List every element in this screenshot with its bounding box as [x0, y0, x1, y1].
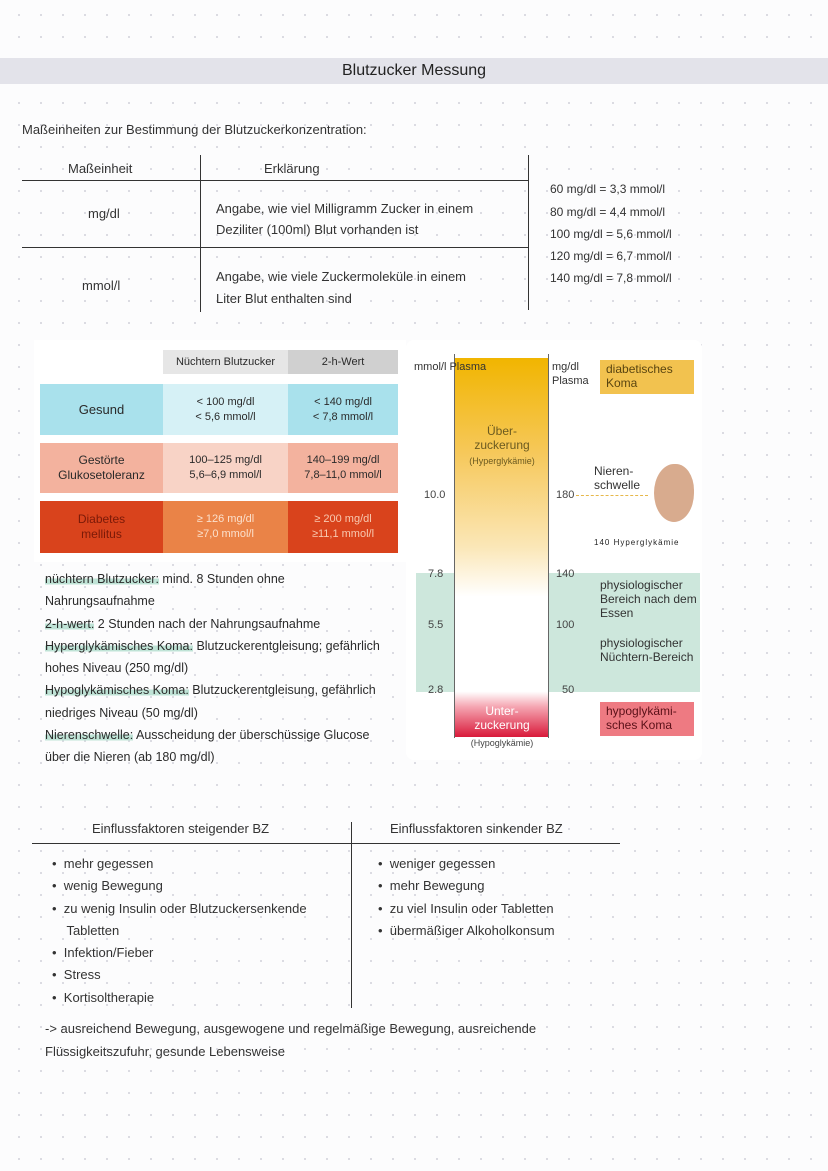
explanation-line: Liter Blut enthalten sind: [216, 291, 352, 306]
post-meal-label: physiologischer Bereich nach dem Essen: [600, 578, 697, 620]
left-unit: mmol/l Plasma: [414, 361, 487, 373]
threshold-line: [576, 495, 648, 496]
row-label: Gesund: [40, 384, 163, 435]
rising-list: • mehr gegessen • wenig Bewegung • zu wenig Insulin oder Blutzuckersenkende Tabletten • Infektion/Fieber • Stress • Kortisoltherapie: [52, 856, 307, 1005]
rising-header: Einflussfaktoren steigender BZ: [92, 821, 270, 836]
cell: 140–199 mg/dl 7,8–11,0 mmol/l: [288, 443, 398, 493]
definitions: [45, 568, 380, 769]
low-sub: (Hypoglykämie): [470, 738, 534, 748]
conversion: 120 mg/dl = 6,7 mmol/l: [550, 249, 672, 263]
conversion: 140 mg/dl = 7,8 mmol/l: [550, 271, 672, 285]
tick-label: 140: [556, 568, 575, 580]
kidney-icon: [654, 464, 694, 522]
high-label: Über-zuckerung: [474, 424, 530, 452]
hypo-coma-label: hypoglykämi-sches Koma: [600, 702, 694, 736]
header-fasting: Nüchtern Blutzucker: [163, 350, 288, 374]
explanation-line: Angabe, wie viel Milligramm Zucker in einem: [216, 201, 474, 216]
explanation-line: Deziliter (100ml) Blut vorhanden ist: [216, 222, 419, 237]
note-line: Hypoglykämisches Koma: Blutzuckerentgleisung, gefährlich: [45, 683, 376, 698]
header-unit: Maßeinheit: [68, 161, 133, 176]
header-explanation: Erklärung: [264, 161, 320, 176]
conclusion-line: -> ausreichend Bewegung, ausgewogene und regelmäßige Bewegung, ausreichende: [45, 1021, 537, 1036]
note-line: Nierenschwelle: Ausscheidung der überschüssige Glucose: [45, 728, 370, 743]
blood-sugar-scale: [406, 340, 702, 760]
cell: ≥ 200 mg/dl ≥11,1 mmol/l: [288, 501, 398, 553]
tick-label: 5.5: [428, 619, 444, 631]
conversion: 100 mg/dl = 5,6 mmol/l: [550, 227, 672, 241]
unit-mmol: mmol/l: [82, 278, 121, 293]
conversion: 60 mg/dl = 3,3 mmol/l: [550, 182, 666, 196]
tick-label: 180: [556, 489, 575, 501]
note-line: niedriges Niveau (50 mg/dl): [45, 705, 198, 720]
note-line: hohes Niveau (250 mg/dl): [45, 661, 189, 676]
diabetic-coma-label: diabetisches Koma: [600, 360, 694, 394]
tick-label: 2.8: [428, 684, 444, 696]
note-line: über die Nieren (ab 180 mg/dl): [45, 750, 215, 765]
note-line: nüchtern Blutzucker: mind. 8 Stunden ohne: [45, 572, 285, 586]
cell: ≥ 126 mg/dl ≥7,0 mmol/l: [163, 501, 288, 553]
high-sub: (Hyperglykämie): [469, 456, 535, 466]
tick-label: 7.8: [428, 568, 444, 580]
unit-mgdl: mg/dl: [88, 206, 120, 221]
header-2h: 2-h-Wert: [288, 350, 398, 374]
note-line: Nahrungsaufnahme: [45, 594, 155, 609]
fasting-label: physiologischer Nüchtern-Bereich: [600, 636, 694, 664]
page-title: Blutzucker Messung: [341, 62, 487, 79]
right-unit: mg/dl Plasma: [552, 361, 589, 387]
diagnosis-table: [34, 340, 406, 562]
tick-label: 100: [556, 619, 575, 631]
explanation-line: Angabe, wie viele Zuckermoleküle in einem: [216, 269, 467, 284]
conclusion-line: Flüssigkeitszufuhr, gesunde Lebensweise: [45, 1044, 285, 1059]
cell: < 100 mg/dl < 5,6 mmol/l: [163, 384, 288, 435]
row-label: Diabetes mellitus: [40, 501, 163, 553]
cell: < 140 mg/dl < 7,8 mmol/l: [288, 384, 398, 435]
row-label: Gestörte Glukosetoleranz: [40, 443, 163, 493]
falling-header: Einflussfaktoren sinkender BZ: [390, 821, 563, 836]
cell: 100–125 mg/dl 5,6–6,9 mmol/l: [163, 443, 288, 493]
handwritten-note: 140 Hyperglykämie: [594, 538, 680, 547]
units-heading: Maßeinheiten zur Bestimmung der Blutzuckerkonzentration:: [22, 122, 367, 137]
scale-bar: [455, 358, 548, 737]
tick-label: 50: [562, 684, 575, 696]
note-line: Hyperglykämisches Koma: Blutzuckerentgleisung; gefährlich: [45, 638, 380, 653]
conversion: 80 mg/dl = 4,4 mmol/l: [550, 205, 666, 219]
note-line: 2-h-wert: 2 Stunden nach der Nahrungsaufnahme: [45, 616, 321, 631]
low-label: Unter-zuckerung: [474, 704, 530, 732]
kidney-threshold-label: Nieren-schwelle: [594, 464, 641, 492]
falling-list: • weniger gegessen • mehr Bewegung • zu viel Insulin oder Tabletten • übermäßiger Alkoholkonsum: [378, 856, 555, 938]
tick-label: 10.0: [424, 489, 446, 501]
